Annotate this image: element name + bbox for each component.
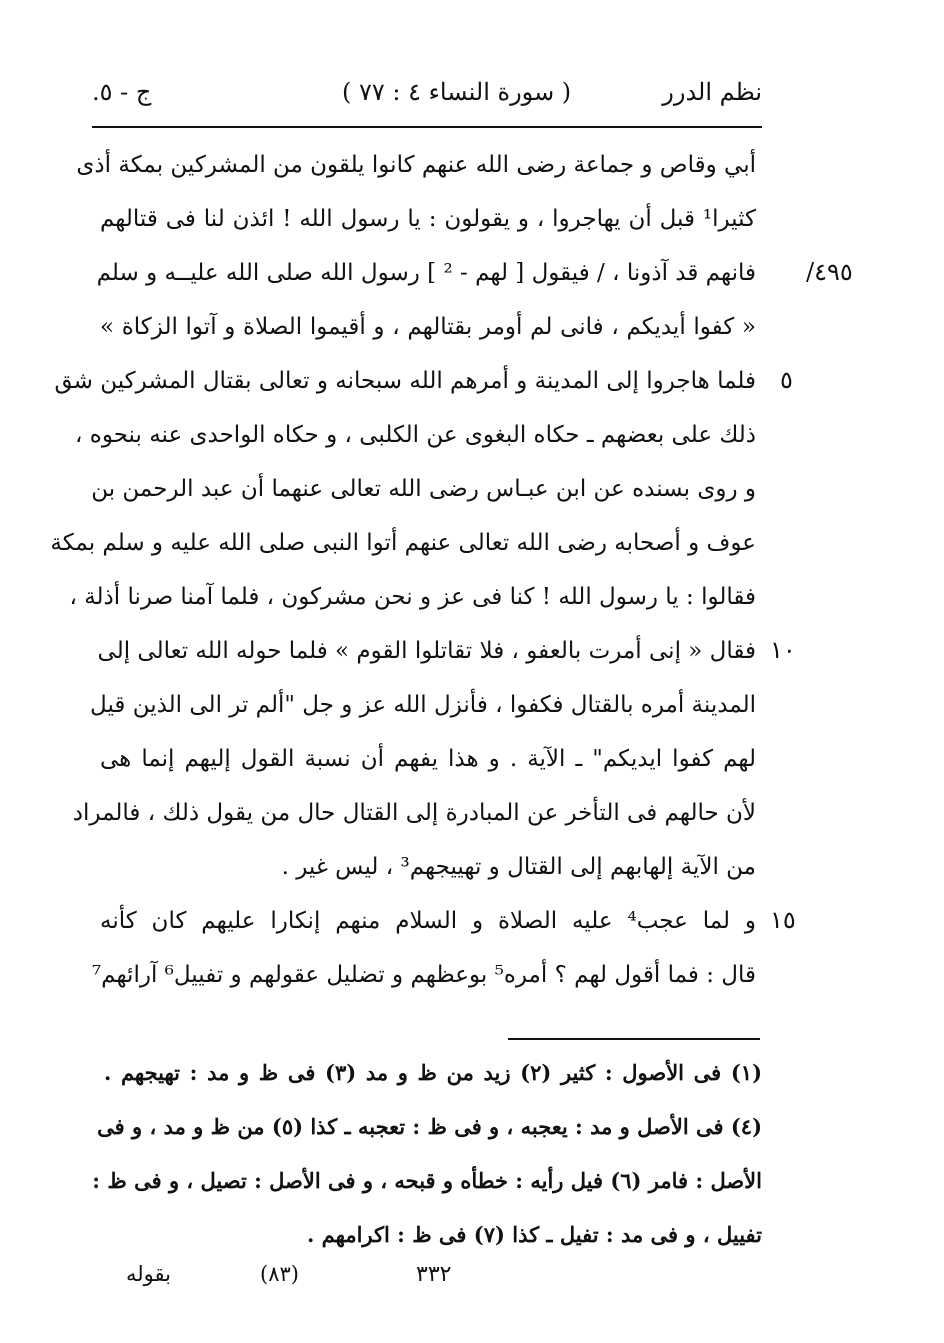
surah-reference: ( سورة النساء ٤ : ٧٧ ) [342, 78, 572, 106]
footnote-line: (٤) فى الأصل و مد : يعجبه ، و فى ظ : تعجبه ـ كذا (٥) من ظ و مد ، و فى [97, 1114, 762, 1139]
catchword: بقوله [126, 1262, 171, 1286]
line-number-15: ١٥ [770, 906, 796, 934]
running-header [92, 78, 762, 118]
footnote-line: الأصل : فامر (٦) فيل رأيه : خطأه و قبحه ، و فى الأصل : تصيل ، و فى ظ : [92, 1168, 762, 1193]
text-line: المدينة أمره بالقتال فكفوا ، فأنزل الله عز و جل "ألم تر الى الذين قيل [90, 692, 756, 718]
volume-label: ج - ٥. [92, 78, 152, 106]
line-number-10: ١٠ [770, 636, 796, 664]
text-line: فانهم قد آذونا ، / فيقول [ لهم - ² ] رسول الله صلى الله عليــه و سلم [96, 260, 756, 286]
footnotes [92, 1046, 762, 1262]
footnote-line: تفييل ، و فى مد : تفيل ـ كذا (٧) فى ظ : اكرامهم . [307, 1222, 762, 1247]
text-line: و لما عجب⁴ عليه الصلاة و السلام منهم إنكارا عليهم كان كأنه [100, 908, 757, 934]
footnote-rule [508, 1038, 760, 1040]
manuscript-number: (٨٣) [260, 1262, 299, 1286]
text-line: فقال « إنى أمرت بالعفو ، فلا تقاتلوا القوم » فلما حوله الله تعالى إلى [97, 638, 756, 664]
text-line: من الآية إلهابهم إلى القتال و تهييجهم³ ، ليس غير . [281, 854, 756, 880]
footnote-line: (١) فى الأصول : كثير (٢) زيد من ظ و مد (٣) فى ظ و مد : تهيجهم . [104, 1060, 762, 1085]
page-number: ٣٣٢ [416, 1262, 452, 1287]
text-line: ذلك على بعضهم ـ حكاه البغوى عن الكلبى ، و حكاه الواحدى عنه بنحوه ، [75, 422, 756, 448]
text-line: لهم كفوا ايديكم" ـ الآية . و هذا يفهم أن نسبة القول إليهم إنما هى [100, 746, 756, 772]
text-line: عوف و أصحابه رضى الله تعالى عنهم أتوا النبى صلى الله عليه و سلم بمكة [50, 530, 756, 556]
line-number-5: ٥ [780, 366, 793, 394]
text-line: فقالوا : يا رسول الله ! كنا فى عز و نحن مشركون ، فلما آمنا صرنا أذلة ، [69, 584, 756, 610]
text-line: قال : فما أقول لهم ؟ أمره⁵ بوعظهم و تضليل عقولهم و تفييل⁶ آرائهم⁷ [91, 962, 756, 988]
header-rule [92, 126, 762, 128]
main-text [50, 138, 757, 1002]
book-title: نظم الدرر [662, 78, 762, 106]
text-line: أبي وقاص و جماعة رضى الله عنهم كانوا يلقون من المشركين بمكة أذى [76, 152, 756, 178]
manuscript-folio-marker: ٤٩٥/ [806, 258, 853, 286]
text-line: و روى بسنده عن ابن عبـاس رضى الله تعالى عنهما أن عبد الرحمن بن [91, 476, 756, 502]
text-line: كثيرا¹ قبل أن يهاجروا ، و يقولون : يا رسول الله ! ائذن لنا فى قتالهم [100, 206, 756, 232]
text-line: فلما هاجروا إلى المدينة و أمرهم الله سبحانه و تعالى بقتال المشركين شق [54, 368, 756, 394]
page-footer [100, 1262, 660, 1296]
text-line: « كفوا أيديكم ، فانى لم أومر بقتالهم ، و أقيموا الصلاة و آتوا الزكاة » [100, 314, 757, 340]
text-line: لأن حالهم فى التأخر عن المبادرة إلى القتال حال من يقول ذلك ، فالمراد [72, 800, 756, 826]
